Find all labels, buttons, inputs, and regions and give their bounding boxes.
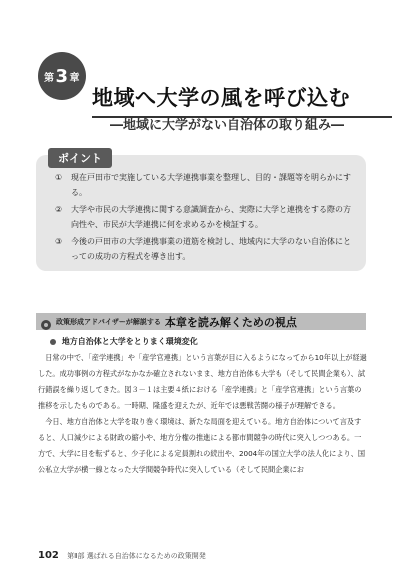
point-item <box>55 234 355 264</box>
point-index: ② <box>55 205 63 214</box>
page-number: 102 <box>38 550 59 561</box>
advisor-icon <box>40 316 52 328</box>
section-header <box>36 313 366 330</box>
chapter-number: 3 <box>55 65 69 87</box>
section-subtitle: 政策形成アドバイザーが解説する <box>56 317 161 326</box>
section-title: 本章を読み解くための視点 <box>164 315 297 329</box>
subsection-label: 地方自治体と大学をとりまく環境変化 <box>61 337 198 346</box>
chapter-subtitle: ―地域に大学がない自治体の取り組み― <box>110 118 345 133</box>
point-item <box>55 202 355 232</box>
subsection-heading <box>50 336 370 347</box>
points-list <box>55 170 355 266</box>
footer-part-title: 選ばれる自治体になるための政策開発 <box>86 552 206 560</box>
point-text: 大学や市民の大学連携に関する意識調査から、実際に大学と連携をする際の方向性や、市民が大学連携に何を求めるかを検証する。 <box>71 205 351 229</box>
footer-part: 第Ⅱ部 <box>67 552 85 560</box>
chapter-title: 地域へ大学の風を呼び込む <box>92 82 392 118</box>
body-paragraph: 日常の中で、「産学連携」や「産学官連携」という言葉が目に入るようになってから10年以上が経過した。成功事例の方程式がなかなか確立されないまま、地方自治体も大学も（そして民間企業も）、試行錯誤を繰り返してきた。図３－１は主要４紙における「産学連携」と「産学官連携」という言葉の推移を示したものである。一時期、隆盛を迎えたが、近年では悪戦苦闘の様子が理解できる。 <box>38 353 367 410</box>
chapter-prefix: 第 <box>43 72 55 84</box>
body-text <box>38 350 368 478</box>
page-footer <box>38 550 368 561</box>
bullet-icon <box>50 339 56 345</box>
point-text: 今後の戸田市の大学連携事業の道筋を検討し、地域内に大学のない自治体にとっての成功の方程式を導き出す。 <box>71 237 351 261</box>
chapter-badge <box>38 52 86 100</box>
point-index: ① <box>55 173 63 182</box>
body-paragraph: 今日、地方自治体と大学を取り巻く環境は、新たな局面を迎えている。地方自治体について言及すると、人口減少による財政の縮小や、地方分権の推進による都市間競争の時代に突入しつつある。一方で、大学に目を転ずると、少子化による定員割れの続出や、2004年の国立大学の法人化により、国公私立大学が横一線となった大学間競争時代に突入している（そして民間企業にお <box>38 417 366 474</box>
points-label: ポイント <box>48 148 112 168</box>
point-index: ③ <box>55 237 63 246</box>
chapter-suffix: 章 <box>69 72 81 84</box>
point-text: 現在戸田市で実施している大学連携事業を整理し、目的・課題等を明らかにする。 <box>71 173 351 197</box>
point-item <box>55 170 355 200</box>
